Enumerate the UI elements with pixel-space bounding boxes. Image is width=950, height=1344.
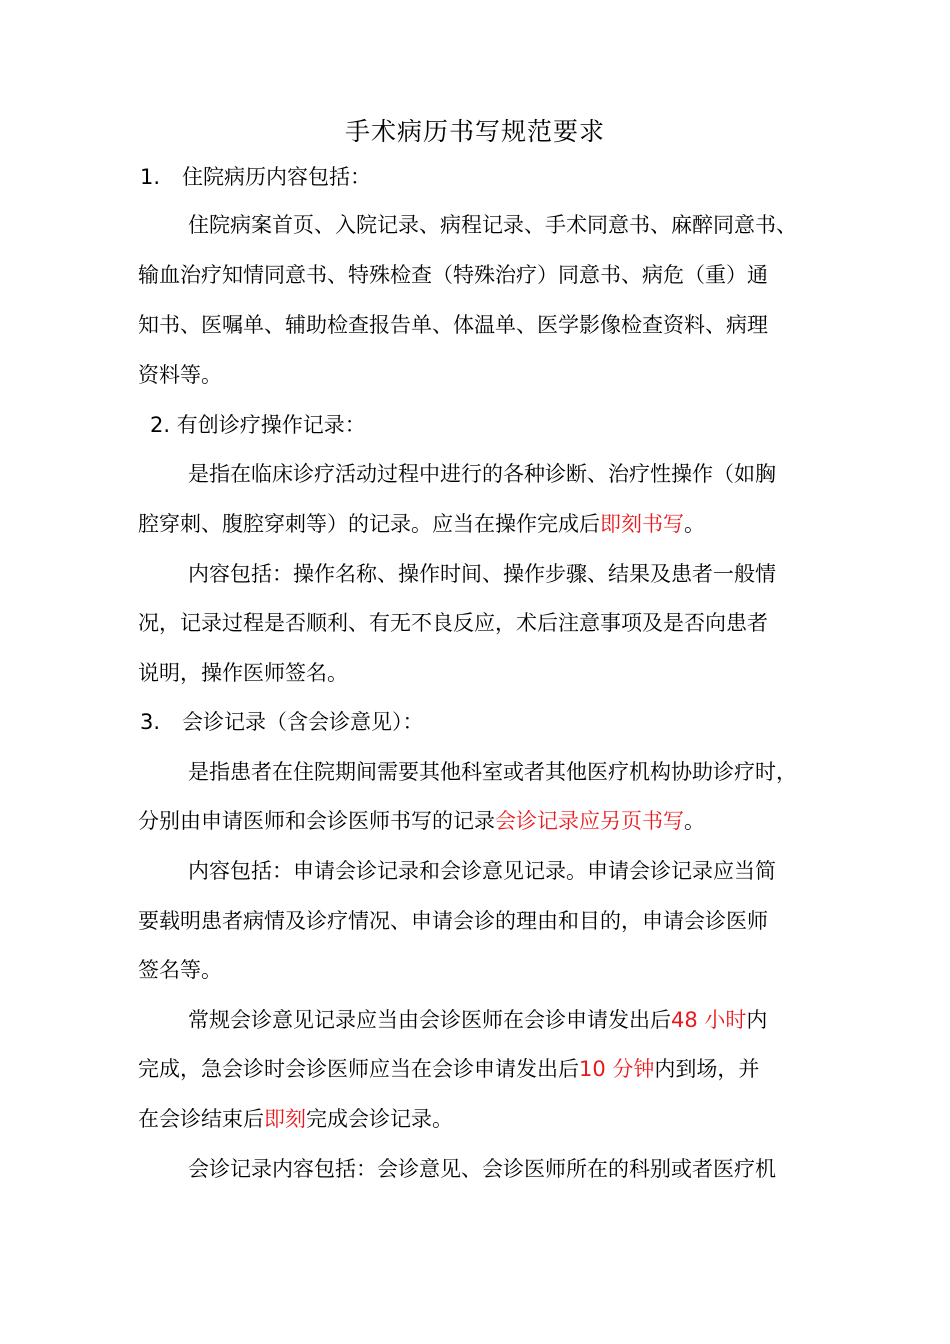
section-3-para-line (188, 1003, 767, 1037)
text-run: 分别由申请医师和会诊医师书写的记录 (138, 809, 495, 833)
section-3-para-line: 签名等。 (138, 958, 222, 982)
text-run: 完成，急会诊时会诊医师应当在会诊申请发出后 (138, 1057, 579, 1081)
section-3-para-line (138, 1102, 453, 1136)
text-run: 常规会诊意见记录应当由会诊医师在会诊申请发出后 (188, 1008, 671, 1032)
section-3-para-line (138, 804, 705, 838)
section-3-para-line: 是指患者在住院期间需要其他科室或者其他医疗机构协助诊疗时， (188, 760, 797, 784)
section-1-para-line: 住院病案首页、入院记录、病程记录、手术同意书、麻醉同意书、 (188, 213, 797, 237)
section-2-para-line: 内容包括：操作名称、操作时间、操作步骤、结果及患者一般情 (188, 562, 776, 586)
highlight-text: 48 小时 (671, 1008, 747, 1032)
section-3-para-line (138, 1052, 759, 1086)
highlight-text: 即刻书写 (600, 512, 684, 536)
text-run: 在会诊结束后 (138, 1107, 264, 1131)
section-3-title: 会诊记录（含会诊意见）： (182, 710, 424, 734)
text-run: 完成会诊记录。 (306, 1107, 453, 1131)
section-2-para-line: 况，记录过程是否顺利、有无不良反应，术后注意事项及是否向患者 (138, 611, 768, 635)
text-run: 内到场，并 (654, 1057, 760, 1081)
section-1-para-line: 输血治疗知情同意书、特殊检查（特殊治疗）同意书、病危（重）通 (138, 263, 768, 287)
section-2-heading: 2. 有创诊疗操作记录： (150, 413, 366, 437)
section-3-para-line: 要载明患者病情及诊疗情况、申请会诊的理由和目的，申请会诊医师 (138, 909, 768, 933)
text-run: 。 (684, 512, 705, 536)
text-run: 。 (684, 809, 705, 833)
section-2-para-line: 是指在临床诊疗活动过程中进行的各种诊断、治疗性操作（如胸 (188, 462, 776, 486)
section-3-heading (140, 705, 424, 739)
section-1-para-line: 知书、医嘱单、辅助检查报告单、体温单、医学影像检查资料、病理 (138, 313, 768, 337)
section-3-para-line: 内容包括：申请会诊记录和会诊意见记录。申请会诊记录应当简 (188, 859, 776, 883)
section-3-number: 3. (140, 710, 161, 734)
page-title: 手术病历书写规范要求 (344, 117, 605, 146)
section-1-number: 1. (140, 165, 161, 189)
highlight-text: 10 分钟 (579, 1057, 655, 1081)
section-1-title: 住院病历内容包括： (182, 165, 372, 189)
section-3-para-line: 会诊记录内容包括：会诊意见、会诊医师所在的科别或者医疗机 (188, 1157, 776, 1181)
section-2-para-line: 说明，操作医师签名。 (138, 661, 348, 685)
section-1-heading (140, 160, 371, 194)
section-1-para-line: 资料等。 (138, 363, 222, 387)
text-run: 内 (746, 1008, 768, 1032)
section-2-para-line (138, 507, 705, 541)
text-run: 腔穿刺、腹腔穿刺等）的记录。应当在操作完成后 (138, 512, 600, 536)
highlight-text: 即刻 (264, 1107, 306, 1131)
highlight-text: 会诊记录应另页书写 (495, 809, 684, 833)
